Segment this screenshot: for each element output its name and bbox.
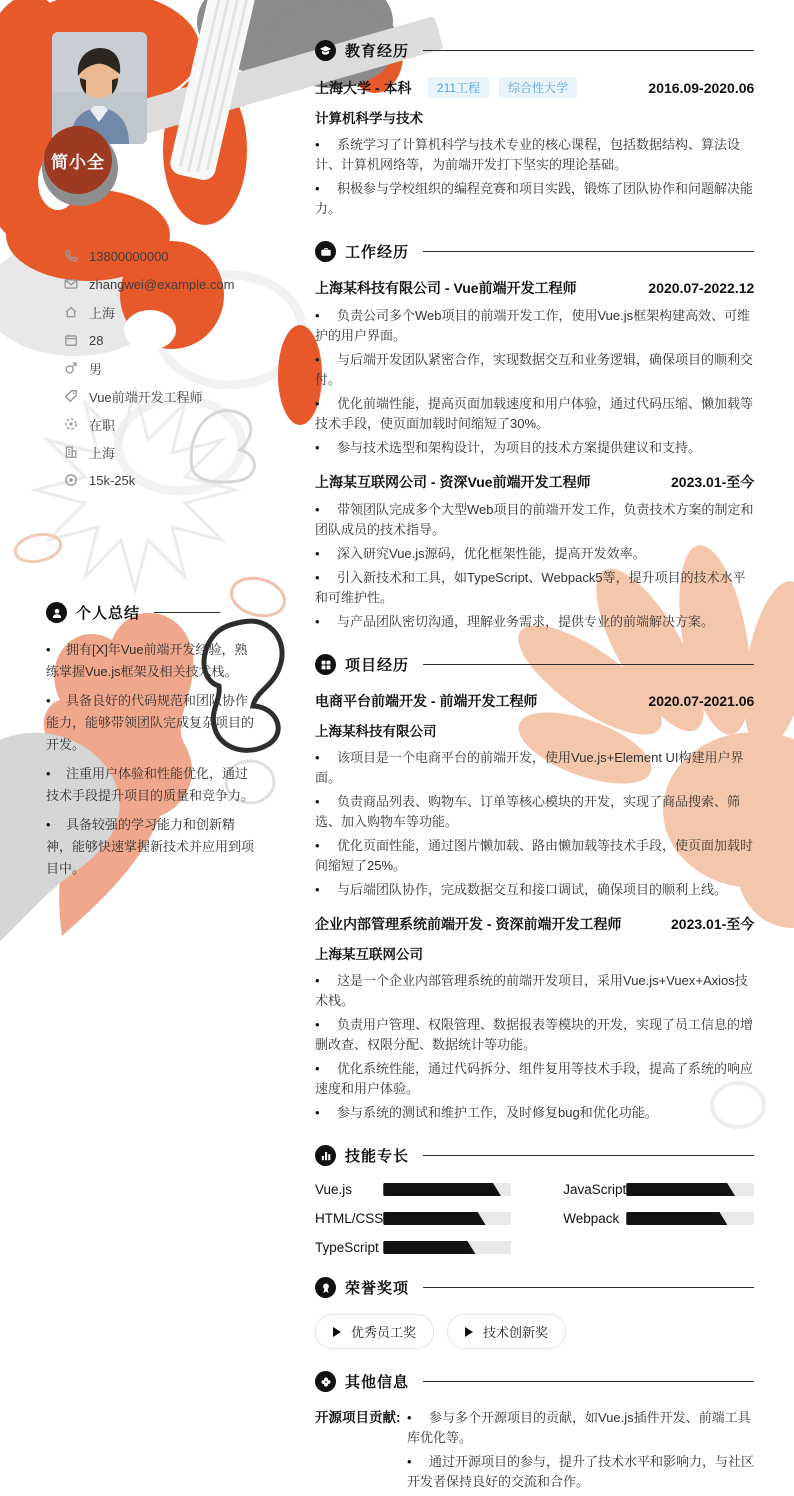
school-name: 上海大学 - 本科 [315, 80, 412, 96]
divider [423, 251, 754, 252]
candidate-name: 简小全 [44, 126, 112, 194]
work-entry [315, 472, 754, 632]
play-icon [333, 1327, 341, 1337]
bar-chart-icon [315, 1145, 336, 1166]
project-title: 企业内部管理系统前端开发 - 资深前端开发工程师 [315, 916, 622, 932]
bullet: • 优化页面性能，通过图片懒加载、路由懒加载等技术手段，使页面加载时间缩短了25%。 [315, 836, 754, 876]
skill-name: TypeScript [315, 1240, 379, 1255]
contact-phone [64, 242, 260, 270]
skill-name: JavaScript [563, 1182, 627, 1197]
divider [423, 1287, 754, 1288]
city-icon [64, 445, 78, 459]
status-icon [64, 417, 78, 431]
project-company: 上海某互联网公司 [315, 947, 423, 962]
work-bullets [315, 500, 754, 632]
skill-bar [383, 1241, 511, 1254]
skill-bar [626, 1212, 754, 1225]
age-icon [64, 333, 78, 347]
contact-city [64, 438, 260, 466]
bullet: • 带领团队完成多个大型Web项目的前端开发工作，负责技术方案的制定和团队成员的技术指导。 [315, 500, 754, 540]
bullet: • 深入研究Vue.js源码，优化框架性能，提高开发效率。 [315, 544, 754, 564]
skill-grid [315, 1182, 754, 1255]
contact-phone-value: 13800000000 [89, 248, 169, 264]
contact-status [64, 410, 260, 438]
bullet: • 参与多个开源项目的贡献，如Vue.js插件开发、前端工具库优化等。 [407, 1408, 754, 1448]
summary-list [46, 639, 260, 880]
skill-row [315, 1211, 511, 1226]
contact-age-value: 28 [89, 332, 104, 348]
summary-item: • 具备较强的学习能力和创新精神，能够快速掌握新技术并应用到项目中。 [46, 814, 260, 880]
contact-age [64, 326, 260, 354]
bullet: • 优化前端性能，提高页面加载速度和用户体验，通过代码压缩、懒加载等技术手段，使页面加载时间缩短了30%。 [315, 394, 754, 434]
education-section [315, 40, 754, 219]
contact-position [64, 382, 260, 410]
honors-section [315, 1277, 754, 1349]
bullet: • 该项目是一个电商平台的前端开发，使用Vue.js+Element UI构建用户界面。 [315, 748, 754, 788]
skill-row [315, 1182, 511, 1197]
contact-email-value: zhangwei@example.com [89, 276, 235, 292]
major: 计算机科学与技术 [315, 111, 423, 126]
contact-position-value: Vue前端开发工程师 [89, 389, 203, 405]
bullet: • 负责公司多个Web项目的前端开发工作，使用Vue.js框架构建高效、可维护的用户界面。 [315, 306, 754, 346]
position-icon [64, 389, 78, 403]
bullet: • 引入新技术和工具，如TypeScript、Webpack5等，提升项目的技术水平和可维护性。 [315, 568, 754, 608]
briefcase-icon [315, 241, 336, 262]
bullet: • 负责商品列表、购物车、订单等核心模块的开发，实现了商品搜索、筛选、加入购物车等功能。 [315, 792, 754, 832]
bullet: • 与后端团队协作，完成数据交互和接口调试，确保项目的顺利上线。 [315, 880, 754, 900]
bullet: • 与后端开发团队紧密合作，实现数据交互和业务逻辑，确保项目的顺利交付。 [315, 350, 754, 390]
salary-icon [64, 473, 78, 487]
bullet: • 优化系统性能，通过代码拆分、组件复用等技术手段，提高了系统的响应速度和用户体验。 [315, 1059, 754, 1099]
bullet: • 与产品团队密切沟通，理解业务需求，提供专业的前端解决方案。 [315, 612, 754, 632]
gender-icon [64, 361, 78, 375]
skills-header [315, 1145, 754, 1166]
bullet: • 积极参与学校组织的编程竞赛和项目实践，锻炼了团队协作和问题解决能力。 [315, 179, 754, 219]
other-header [315, 1371, 754, 1392]
skills-title: 技能专长 [345, 1148, 410, 1165]
honor-badge-label: 优秀员工奖 [351, 1325, 417, 1340]
contact-email [64, 270, 260, 298]
education-entry [315, 77, 754, 219]
honors-header [315, 1277, 754, 1298]
honor-badge[interactable] [447, 1314, 566, 1349]
skill-row [563, 1182, 754, 1197]
summary-item: • 注重用户体验和性能优化，通过技术手段提升项目的质量和竞争力。 [46, 763, 260, 807]
contact-city-value: 上海 [89, 445, 116, 461]
bullet: • 参与系统的测试和维护工作，及时修复bug和优化功能。 [315, 1103, 754, 1123]
honors-title: 荣誉奖项 [345, 1280, 410, 1297]
honor-badge-label: 技术创新奖 [483, 1325, 549, 1340]
work-entry [315, 278, 754, 458]
projects-title: 项目经历 [345, 657, 410, 674]
open-source-row [315, 1408, 754, 1496]
summary-header [46, 602, 260, 623]
skill-row [315, 1240, 511, 1255]
divider [423, 1155, 754, 1156]
skill-name: Vue.js [315, 1182, 353, 1197]
work-title: 工作经历 [345, 244, 410, 261]
projects-header [315, 654, 754, 675]
education-date: 2016.09-2020.06 [648, 79, 755, 96]
divider [423, 50, 754, 51]
work-bullets [315, 306, 754, 458]
open-source-label: 开源项目贡献: [315, 1410, 401, 1425]
award-icon [315, 1277, 336, 1298]
work-entry-title: 上海某互联网公司 - 资深Vue前端开发工程师 [315, 474, 591, 490]
divider [423, 1381, 754, 1382]
play-icon [465, 1327, 473, 1337]
honor-badges [315, 1314, 754, 1349]
school-tag: 综合性大学 [499, 77, 577, 98]
education-title: 教育经历 [345, 43, 410, 60]
divider [423, 664, 754, 665]
other-bullets [407, 1408, 754, 1496]
honor-badge[interactable] [315, 1314, 434, 1349]
contact-salary [64, 466, 260, 494]
skill-name: Webpack [563, 1211, 620, 1226]
projects-section [315, 654, 754, 1123]
work-entry-date: 2020.07-2022.12 [648, 280, 755, 296]
mail-icon [64, 277, 78, 291]
education-header [315, 40, 754, 61]
project-bullets [315, 748, 754, 900]
skill-name: HTML/CSS [315, 1211, 384, 1226]
main-content [300, 0, 794, 1489]
home-icon [64, 305, 78, 319]
contact-gender-value: 男 [89, 361, 103, 377]
graduation-cap-icon [315, 40, 336, 61]
skill-bar [383, 1212, 511, 1225]
grid-icon [315, 654, 336, 675]
skill-row [563, 1211, 754, 1226]
project-bullets [315, 971, 754, 1123]
other-title: 其他信息 [345, 1374, 410, 1391]
project-company: 上海某科技有限公司 [315, 724, 437, 739]
divider [154, 612, 220, 613]
contact-status-value: 在职 [89, 417, 116, 433]
summary-item: • 具备良好的代码规范和团队协作能力，能够带领团队完成复杂项目的开发。 [46, 690, 260, 756]
education-bullets [315, 135, 754, 219]
project-date: 2023.01-至今 [671, 916, 755, 932]
contact-list [46, 242, 260, 494]
summary-title: 个人总结 [76, 605, 141, 622]
work-section [315, 241, 754, 632]
bullet: • 系统学习了计算机科学与技术专业的核心课程，包括数据结构、算法设计、计算机网络等，为前端开发打下坚实的理论基础。 [315, 135, 754, 175]
project-date: 2020.07-2021.06 [648, 693, 755, 709]
contact-salary-value: 15k-25k [89, 472, 136, 488]
summary-section [46, 602, 260, 880]
work-entry-date: 2023.01-至今 [671, 474, 755, 490]
summary-item: • 拥有[X]年Vue前端开发经验，熟练掌握Vue.js框架及相关技术栈。 [46, 639, 260, 683]
contact-home-value: 上海 [89, 305, 116, 321]
project-title: 电商平台前端开发 - 前端开发工程师 [315, 693, 538, 709]
user-icon [46, 602, 67, 623]
flower-icon [315, 1371, 336, 1392]
skill-bar [626, 1183, 754, 1196]
contact-gender [64, 354, 260, 382]
work-entry-title: 上海某科技有限公司 - Vue前端开发工程师 [315, 280, 577, 296]
name-badge [42, 130, 118, 206]
other-section [315, 1371, 754, 1496]
project-entry [315, 914, 754, 1123]
skills-section [315, 1145, 754, 1255]
bullet: • 负责用户管理、权限管理、数据报表等模块的开发，实现了员工信息的增删改查、权限分配、数据统计等功能。 [315, 1015, 754, 1055]
skill-bar [383, 1183, 511, 1196]
phone-icon [64, 249, 78, 263]
bullet: • 参与技术选型和架构设计，为项目的技术方案提供建议和支持。 [315, 438, 754, 458]
work-header [315, 241, 754, 262]
school-tags [428, 77, 577, 98]
school-tag: 211工程 [428, 77, 489, 98]
sidebar [0, 0, 300, 1440]
project-entry [315, 691, 754, 900]
bullet: • 这是一个企业内部管理系统的前端开发项目，采用Vue.js+Vuex+Axios技术栈。 [315, 971, 754, 1011]
bullet: • 通过开源项目的参与，提升了技术水平和影响力，与社区开发者保持良好的交流和合作。 [407, 1452, 754, 1492]
contact-home [64, 298, 260, 326]
